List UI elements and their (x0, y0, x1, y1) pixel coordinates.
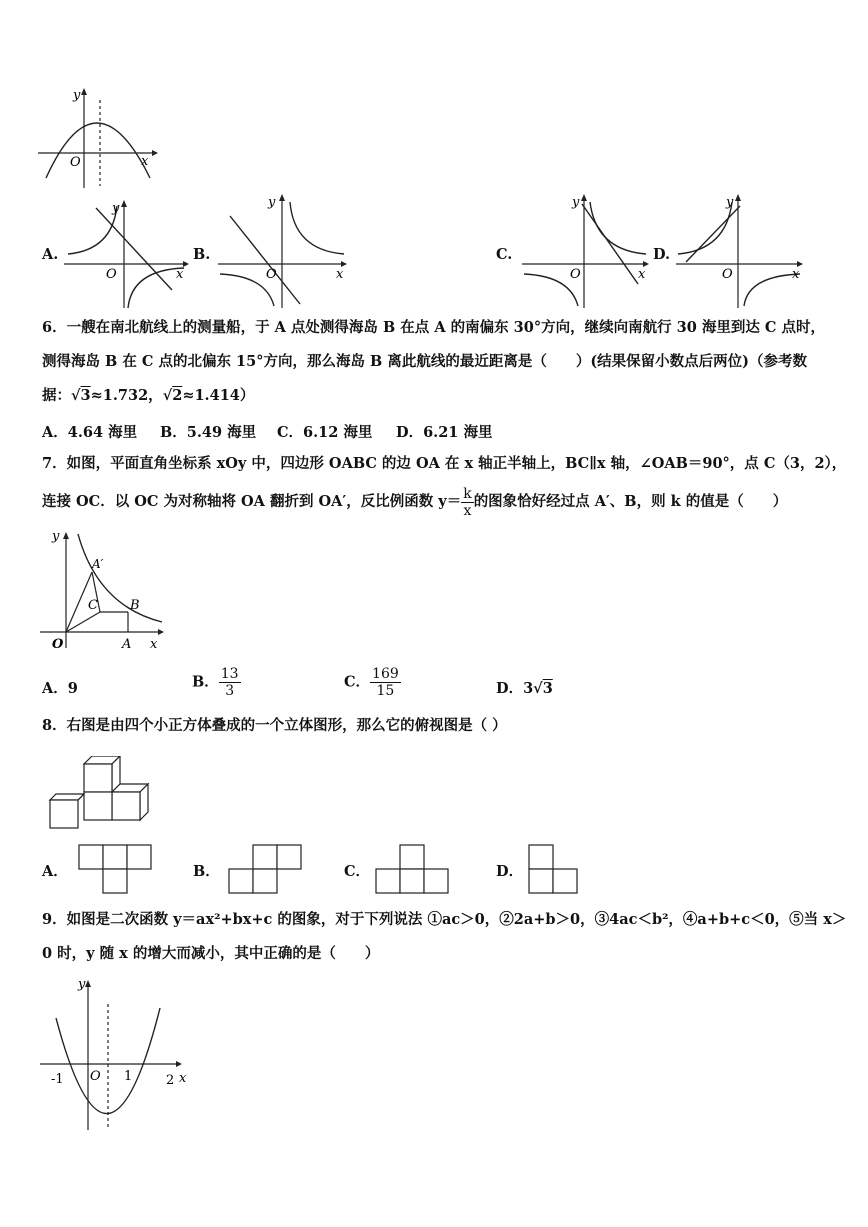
axis-o-label: O (70, 155, 81, 170)
q5-option-d-label: D. (653, 246, 671, 263)
q7-text-line-1: 7．如图，平面直角坐标系 xOy 中，四边形 OABC 的边 OA 在 x 轴正半轴上，BC∥x 轴，∠OAB＝90°，点 C（3，2）， (42, 455, 847, 472)
axis-x-label: x (792, 267, 800, 282)
q5-option-d-graph (674, 192, 804, 310)
q9-fig-label-minus-one: -1 (51, 1072, 64, 1087)
q8-option-d-view (528, 844, 580, 894)
q8-text-line-1: 8．右图是由四个小正方体叠成的一个立体图形，那么它的俯视图是（ ） (42, 717, 507, 734)
q8-option-d-label: D． (496, 863, 524, 880)
q7-fig-label-o: O (52, 637, 64, 650)
q7-fig-label-x: x (150, 637, 158, 650)
q9-text-line-2: 0 时，y 随 x 的增大而减小，其中正确的是（ ） (42, 945, 380, 962)
q7-option-b: B． $\frac{13}{3}$ (192, 666, 239, 699)
q5-option-a-graph (62, 198, 190, 310)
q8-option-b-view (228, 844, 304, 894)
axis-y-label: y (268, 195, 276, 210)
q8-cube-figure (44, 756, 156, 832)
q9-fig-label-o: O (90, 1069, 101, 1084)
q8-option-a-view (78, 844, 154, 894)
q7-option-a: A．9 (42, 680, 78, 697)
axis-x-label: x (638, 267, 646, 282)
q7-fig-label-a-prime: A′ (92, 557, 104, 571)
q5-option-b-graph (216, 192, 348, 310)
q5-main-graph (38, 86, 158, 190)
q9-fig-label-y: y (78, 977, 86, 992)
q7-option-c: C． $\frac{169}{15}$ (344, 666, 399, 699)
q7-fig-label-a: A (122, 637, 132, 650)
q8-option-b-label: B． (193, 863, 220, 880)
axis-y-label: y (112, 201, 120, 216)
q9-text-line-1: 9．如图是二次函数 y＝ax²+bx+c 的图象，对于下列说法 ①ac＞0，②2a+b＞0，③4ac＜b²，④a+b+c＜0，⑤当 x＞ (42, 911, 847, 928)
q6-option-a: A．4.64 海里 (42, 424, 138, 441)
q7-text-line-2: 连接 OC．以 OC 为对称轴将 OA 翻折到 OA′，反比例函数 y＝ $\frac{k}{x}$ 的图象恰好经过点 A′、B，则 k 的值是（ ） (42, 485, 788, 519)
axis-x-label: x (176, 267, 184, 282)
axis-o-label: O (266, 267, 277, 282)
axis-y-label: y (73, 88, 81, 103)
q7-figure (38, 526, 170, 650)
q6-option-d: D．6.21 海里 (396, 424, 493, 441)
q9-fig-label-x: x (179, 1071, 187, 1086)
axis-y-label: y (572, 195, 580, 210)
q6-option-b: B．5.49 海里 (160, 424, 257, 441)
q6-text-line-2: 测得海岛 B 在 C 点的北偏东 15°方向，那么海岛 B 离此航线的最近距离是（ ）(结果保留小数点后两位)（参考数 (42, 353, 808, 370)
q6-text-line-3: 据：√3≈1.732，√2≈1.414） (42, 387, 255, 404)
q8-option-a-label: A． (42, 863, 68, 880)
q5-option-c-label: C. (496, 246, 513, 263)
q7-fig-label-c: C (88, 598, 98, 613)
q9-fig-label-one: 1 (124, 1069, 133, 1084)
q6-option-c: C．6.12 海里 (277, 424, 373, 441)
axis-x-label: x (336, 267, 344, 282)
q6-text-line-1: 6．一艘在南北航线上的测量船，于 A 点处测得海岛 B 在点 A 的南偏东 30°方向，继续向南航行 30 海里到达 C 点时， (42, 319, 826, 336)
q5-option-a-label: A. (42, 246, 59, 263)
axis-x-label: x (141, 154, 149, 169)
q9-fig-label-two: 2 (166, 1073, 175, 1088)
q7-fig-label-y: y (52, 529, 60, 544)
axis-o-label: O (106, 267, 117, 282)
q9-parabola-figure (38, 974, 198, 1134)
axis-o-label: O (722, 267, 733, 282)
q8-option-c-label: C． (344, 863, 371, 880)
q7-fig-label-b: B (130, 598, 140, 613)
q8-option-c-view (375, 844, 451, 894)
q5-option-c-graph (520, 192, 650, 310)
axis-y-label: y (726, 195, 734, 210)
q5-option-b-label: B. (193, 246, 211, 263)
q7-option-d: D．3√3 (496, 680, 553, 697)
axis-o-label: O (570, 267, 581, 282)
